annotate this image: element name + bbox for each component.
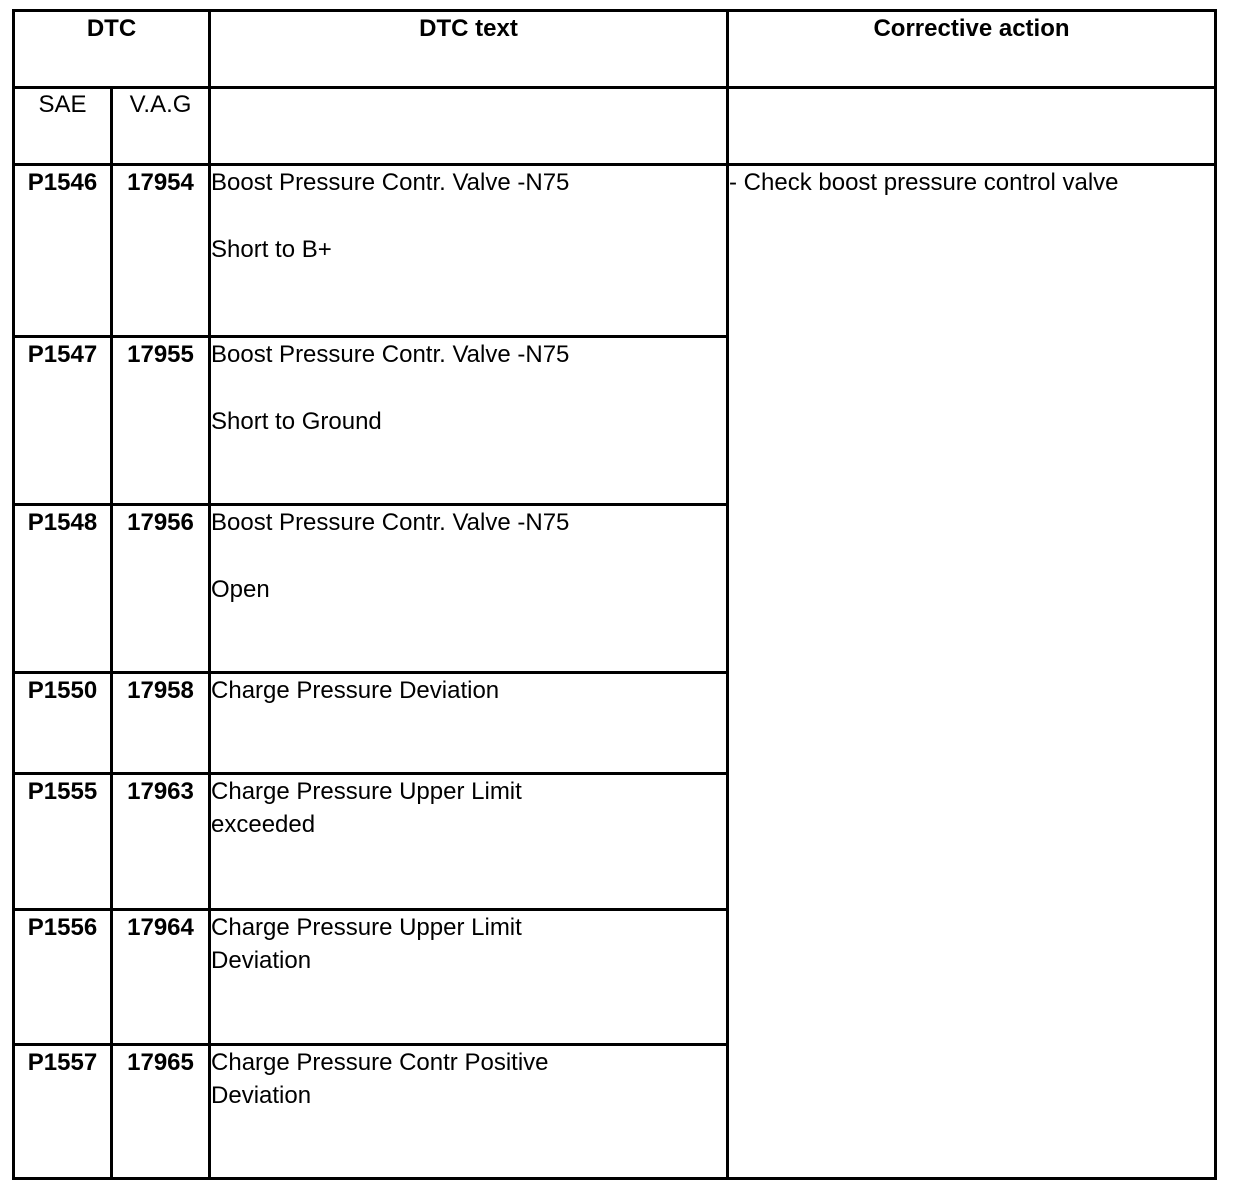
corrective-action-text: - Check boost pressure control valve: [729, 169, 1119, 196]
vag-code: 17963: [112, 774, 210, 910]
sae-code: P1557: [14, 1045, 112, 1179]
subheader-vag: V.A.G: [112, 88, 210, 165]
dtc-text-line1: Boost Pressure Contr. Valve -N75: [211, 509, 570, 536]
vag-code: 17955: [112, 337, 210, 505]
dtc-table: [12, 9, 1217, 1180]
vag-code: 17958: [112, 673, 210, 774]
dtc-text-line2: Short to Ground: [211, 408, 382, 435]
vag-code: 17964: [112, 910, 210, 1045]
subheader-row: [14, 88, 1216, 165]
subheader-action-empty: [728, 88, 1216, 165]
dtc-text-line1: Charge Pressure Upper Limit: [211, 914, 522, 941]
dtc-text-line2: exceeded: [211, 811, 316, 838]
dtc-text: [210, 505, 728, 673]
sae-code: P1546: [14, 165, 112, 337]
sae-code: P1556: [14, 910, 112, 1045]
dtc-text-line1: Boost Pressure Contr. Valve -N75: [211, 341, 570, 368]
sae-code: P1548: [14, 505, 112, 673]
corrective-action-cell: [728, 165, 1216, 1179]
vag-code: 17954: [112, 165, 210, 337]
sae-code: P1547: [14, 337, 112, 505]
dtc-text: [210, 673, 728, 774]
subheader-sae: SAE: [14, 88, 112, 165]
sae-code: P1555: [14, 774, 112, 910]
table-row: [14, 165, 1216, 337]
dtc-text-line2: Deviation: [211, 1082, 312, 1109]
dtc-text-line1: Charge Pressure Contr Positive: [211, 1049, 549, 1076]
dtc-text-line1: Charge Pressure Deviation: [211, 677, 500, 704]
dtc-text-line2: Short to B+: [211, 236, 332, 263]
subheader-dtc-text-empty: [210, 88, 728, 165]
header-dtc: DTC: [14, 11, 210, 88]
dtc-text-line1: Charge Pressure Upper Limit: [211, 778, 522, 805]
header-corrective-action: Corrective action: [728, 11, 1216, 88]
dtc-text: [210, 1045, 728, 1179]
dtc-text: [210, 165, 728, 337]
vag-code: 17965: [112, 1045, 210, 1179]
dtc-text: [210, 337, 728, 505]
sae-code: P1550: [14, 673, 112, 774]
vag-code: 17956: [112, 505, 210, 673]
dtc-text: [210, 774, 728, 910]
dtc-text-line2: Deviation: [211, 947, 312, 974]
dtc-text-line1: Boost Pressure Contr. Valve -N75: [211, 169, 570, 196]
header-row: [14, 11, 1216, 88]
header-dtc-text: DTC text: [210, 11, 728, 88]
dtc-text-line2: Open: [211, 576, 270, 603]
dtc-text: [210, 910, 728, 1045]
